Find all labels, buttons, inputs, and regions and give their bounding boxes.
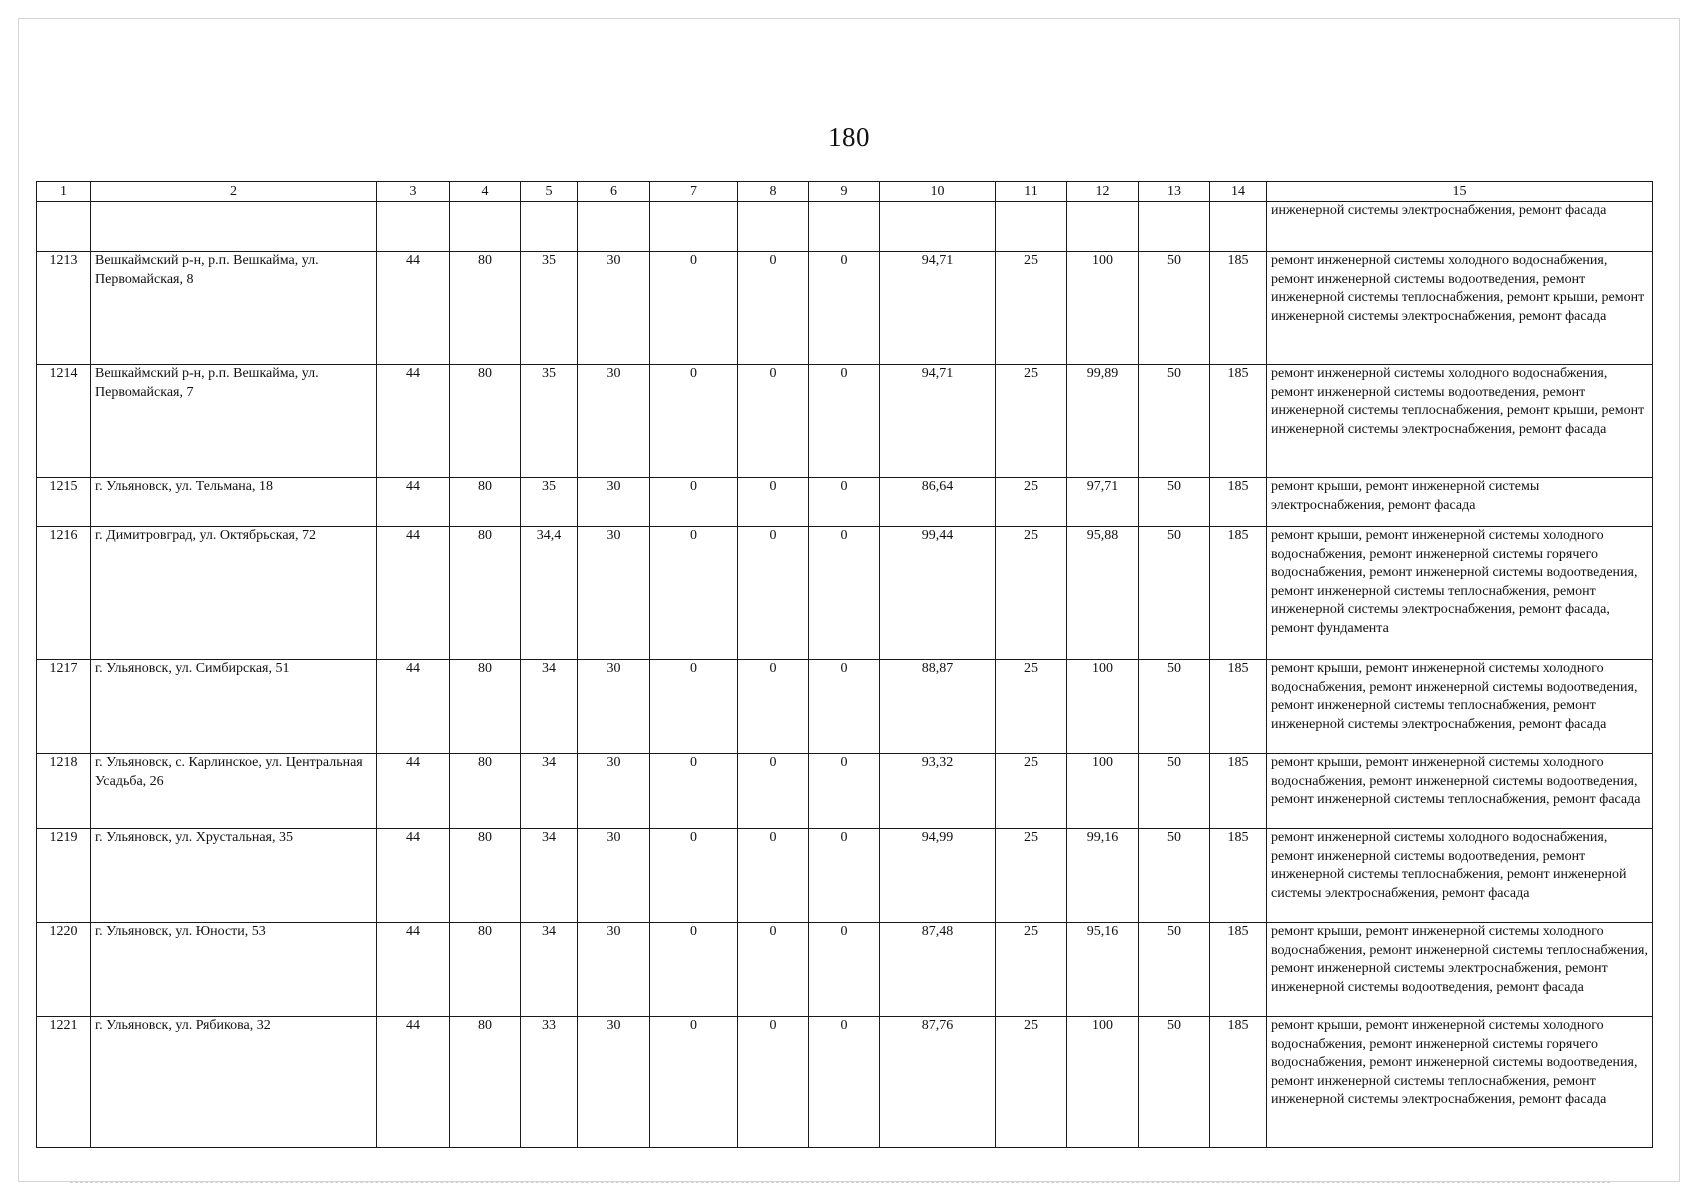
- value-cell: 35: [521, 478, 578, 527]
- value-cell: 0: [809, 365, 880, 478]
- header-row: [37, 182, 1653, 202]
- value-cell: 99,16: [1067, 829, 1139, 923]
- row-number: 1218: [37, 754, 91, 829]
- table-row: [37, 252, 1653, 365]
- table-row: [37, 365, 1653, 478]
- value-cell: 185: [1210, 754, 1267, 829]
- row-number: 1219: [37, 829, 91, 923]
- value-cell: 80: [450, 365, 521, 478]
- value-cell: 34: [521, 829, 578, 923]
- works-cell: ремонт крыши, ремонт инженерной системы холодного водоснабжения, ремонт инженерной системы горячего водоснабжения, ремонт инженерной системы водоотведения, ремонт инженерной системы теплоснабжения, ремонт инженерной системы электроснабжения, ремонт фасада, ремонт фундамента: [1267, 527, 1653, 660]
- value-cell: 97,71: [1067, 478, 1139, 527]
- header-cell: 10: [880, 182, 996, 202]
- header-cell: 1: [37, 182, 91, 202]
- value-cell: 0: [809, 252, 880, 365]
- table-row: [37, 478, 1653, 527]
- value-cell: 0: [738, 829, 809, 923]
- page-number: 180: [828, 122, 870, 152]
- value-cell: 0: [809, 527, 880, 660]
- value-cell: 185: [1210, 252, 1267, 365]
- scan-bottom-rule: [70, 1182, 1610, 1183]
- value-cell: 25: [996, 1017, 1067, 1148]
- value-cell: 95,88: [1067, 527, 1139, 660]
- value-cell: 87,48: [880, 923, 996, 1017]
- works-cell: ремонт крыши, ремонт инженерной системы холодного водоснабжения, ремонт инженерной системы водоотведения, ремонт инженерной системы теплоснабжения, ремонт инженерной системы электроснабжения, ремонт фасада: [1267, 660, 1653, 754]
- value-cell: 94,71: [880, 365, 996, 478]
- value-cell: 185: [1210, 1017, 1267, 1148]
- table-row: [37, 660, 1653, 754]
- address-cell: г. Ульяновск, ул. Рябикова, 32: [91, 1017, 377, 1148]
- value-cell: 44: [377, 660, 450, 754]
- value-cell: 25: [996, 478, 1067, 527]
- value-cell: 0: [650, 660, 738, 754]
- value-cell: 185: [1210, 527, 1267, 660]
- works-cell: ремонт крыши, ремонт инженерной системы электроснабжения, ремонт фасада: [1267, 478, 1653, 527]
- value-cell: 0: [738, 660, 809, 754]
- header-cell: 11: [996, 182, 1067, 202]
- value-cell: 100: [1067, 660, 1139, 754]
- value-cell: 44: [377, 252, 450, 365]
- address-cell: Вешкаймский р-н, р.п. Вешкайма, ул. Первомайская, 8: [91, 252, 377, 365]
- value-cell: 44: [377, 829, 450, 923]
- row-number: 1221: [37, 1017, 91, 1148]
- value-cell: 35: [521, 252, 578, 365]
- value-cell: 34: [521, 923, 578, 1017]
- value-cell: 0: [650, 365, 738, 478]
- works-cell: ремонт инженерной системы холодного водоснабжения, ремонт инженерной системы водоотведения, ремонт инженерной системы теплоснабжения, ремонт крыши, ремонт инженерной системы электроснабжения, ремонт фасада: [1267, 252, 1653, 365]
- works-cell: ремонт крыши, ремонт инженерной системы холодного водоснабжения, ремонт инженерной системы водоотведения, ремонт инженерной системы теплоснабжения, ремонт фасада: [1267, 754, 1653, 829]
- value-cell: 33: [521, 1017, 578, 1148]
- value-cell: 100: [1067, 252, 1139, 365]
- value-cell: 50: [1139, 829, 1210, 923]
- value-cell: 0: [809, 478, 880, 527]
- header-cell: 8: [738, 182, 809, 202]
- header-cell: 9: [809, 182, 880, 202]
- row-number: 1215: [37, 478, 91, 527]
- value-cell: 34: [521, 754, 578, 829]
- value-cell: 95,16: [1067, 923, 1139, 1017]
- works-cell: ремонт крыши, ремонт инженерной системы холодного водоснабжения, ремонт инженерной системы теплоснабжения, ремонт инженерной системы электроснабжения, ремонт инженерной системы водоотведения, ремонт фасада: [1267, 923, 1653, 1017]
- value-cell: 80: [450, 923, 521, 1017]
- value-cell: 80: [450, 527, 521, 660]
- value-cell: 0: [650, 829, 738, 923]
- address-cell: г. Димитровград, ул. Октябрьская, 72: [91, 527, 377, 660]
- value-cell: 30: [578, 660, 650, 754]
- works-cell: ремонт инженерной системы холодного водоснабжения, ремонт инженерной системы водоотведения, ремонт инженерной системы теплоснабжения, ремонт инженерной системы электроснабжения, ремонт фасада: [1267, 829, 1653, 923]
- value-cell: 0: [809, 1017, 880, 1148]
- row-number: 1213: [37, 252, 91, 365]
- row-number: 1217: [37, 660, 91, 754]
- address-cell: г. Ульяновск, с. Карлинское, ул. Центральная Усадьба, 26: [91, 754, 377, 829]
- value-cell: 0: [650, 478, 738, 527]
- value-cell: 25: [996, 829, 1067, 923]
- value-cell: 30: [578, 478, 650, 527]
- value-cell: 0: [738, 252, 809, 365]
- value-cell: 80: [450, 252, 521, 365]
- value-cell: 0: [738, 1017, 809, 1148]
- value-cell: 0: [738, 527, 809, 660]
- value-cell: 30: [578, 923, 650, 1017]
- value-cell: 80: [450, 660, 521, 754]
- value-cell: 50: [1139, 252, 1210, 365]
- header-cell: 13: [1139, 182, 1210, 202]
- header-cell: 12: [1067, 182, 1139, 202]
- repair-program-table: [36, 181, 1653, 1148]
- value-cell: 185: [1210, 478, 1267, 527]
- value-cell: 93,32: [880, 754, 996, 829]
- address-cell: г. Ульяновск, ул. Тельмана, 18: [91, 478, 377, 527]
- value-cell: 25: [996, 527, 1067, 660]
- value-cell: 94,99: [880, 829, 996, 923]
- header-cell: 3: [377, 182, 450, 202]
- value-cell: 0: [738, 478, 809, 527]
- row-number: 1220: [37, 923, 91, 1017]
- value-cell: 44: [377, 754, 450, 829]
- value-cell: 25: [996, 754, 1067, 829]
- value-cell: 50: [1139, 923, 1210, 1017]
- value-cell: 86,64: [880, 478, 996, 527]
- value-cell: 100: [1067, 1017, 1139, 1148]
- value-cell: 50: [1139, 660, 1210, 754]
- value-cell: 100: [1067, 754, 1139, 829]
- value-cell: 30: [578, 829, 650, 923]
- value-cell: 25: [996, 365, 1067, 478]
- works-cell: ремонт крыши, ремонт инженерной системы холодного водоснабжения, ремонт инженерной системы горячего водоснабжения, ремонт инженерной системы водоотведения, ремонт инженерной системы теплоснабжения, ремонт инженерной системы электроснабжения, ремонт фасада: [1267, 1017, 1653, 1148]
- value-cell: 50: [1139, 478, 1210, 527]
- table-row: [37, 1017, 1653, 1148]
- value-cell: 99,89: [1067, 365, 1139, 478]
- header-cell: 14: [1210, 182, 1267, 202]
- value-cell: 44: [377, 365, 450, 478]
- value-cell: 25: [996, 660, 1067, 754]
- value-cell: 44: [377, 923, 450, 1017]
- value-cell: 185: [1210, 923, 1267, 1017]
- value-cell: 34,4: [521, 527, 578, 660]
- value-cell: 80: [450, 829, 521, 923]
- row-number: 1214: [37, 365, 91, 478]
- header-cell: 15: [1267, 182, 1653, 202]
- value-cell: 30: [578, 527, 650, 660]
- row-number: 1216: [37, 527, 91, 660]
- value-cell: 50: [1139, 1017, 1210, 1148]
- value-cell: 30: [578, 1017, 650, 1148]
- value-cell: 0: [650, 1017, 738, 1148]
- header-cell: 2: [91, 182, 377, 202]
- value-cell: 80: [450, 1017, 521, 1148]
- value-cell: 34: [521, 660, 578, 754]
- header-cell: 7: [650, 182, 738, 202]
- value-cell: 0: [738, 365, 809, 478]
- address-cell: г. Ульяновск, ул. Юности, 53: [91, 923, 377, 1017]
- value-cell: 0: [738, 754, 809, 829]
- value-cell: 30: [578, 754, 650, 829]
- value-cell: 0: [738, 923, 809, 1017]
- value-cell: 0: [650, 923, 738, 1017]
- value-cell: 94,71: [880, 252, 996, 365]
- value-cell: 88,87: [880, 660, 996, 754]
- value-cell: 50: [1139, 365, 1210, 478]
- header-cell: 5: [521, 182, 578, 202]
- works-cell: инженерной системы электроснабжения, ремонт фасада: [1267, 202, 1653, 252]
- works-cell: ремонт инженерной системы холодного водоснабжения, ремонт инженерной системы водоотведения, ремонт инженерной системы теплоснабжения, ремонт крыши, ремонт инженерной системы электроснабжения, ремонт фасада: [1267, 365, 1653, 478]
- value-cell: 50: [1139, 527, 1210, 660]
- address-cell: г. Ульяновск, ул. Симбирская, 51: [91, 660, 377, 754]
- value-cell: 80: [450, 478, 521, 527]
- header-cell: 6: [578, 182, 650, 202]
- value-cell: 0: [809, 829, 880, 923]
- value-cell: 185: [1210, 660, 1267, 754]
- value-cell: 87,76: [880, 1017, 996, 1148]
- value-cell: 0: [650, 754, 738, 829]
- value-cell: 0: [650, 527, 738, 660]
- table-row: [37, 527, 1653, 660]
- table-row: [37, 754, 1653, 829]
- value-cell: 44: [377, 1017, 450, 1148]
- value-cell: 0: [650, 252, 738, 365]
- value-cell: 0: [809, 660, 880, 754]
- value-cell: 80: [450, 754, 521, 829]
- value-cell: 0: [809, 754, 880, 829]
- value-cell: 50: [1139, 754, 1210, 829]
- table-row: [37, 829, 1653, 923]
- value-cell: 44: [377, 478, 450, 527]
- address-cell: Вешкаймский р-н, р.п. Вешкайма, ул. Первомайская, 7: [91, 365, 377, 478]
- table-row: [37, 923, 1653, 1017]
- value-cell: 44: [377, 527, 450, 660]
- value-cell: 35: [521, 365, 578, 478]
- value-cell: 25: [996, 252, 1067, 365]
- value-cell: 30: [578, 365, 650, 478]
- header-cell: 4: [450, 182, 521, 202]
- continuation-row: [37, 202, 1653, 252]
- value-cell: 99,44: [880, 527, 996, 660]
- value-cell: 30: [578, 252, 650, 365]
- value-cell: 25: [996, 923, 1067, 1017]
- value-cell: 0: [809, 923, 880, 1017]
- address-cell: г. Ульяновск, ул. Хрустальная, 35: [91, 829, 377, 923]
- value-cell: 185: [1210, 829, 1267, 923]
- value-cell: 185: [1210, 365, 1267, 478]
